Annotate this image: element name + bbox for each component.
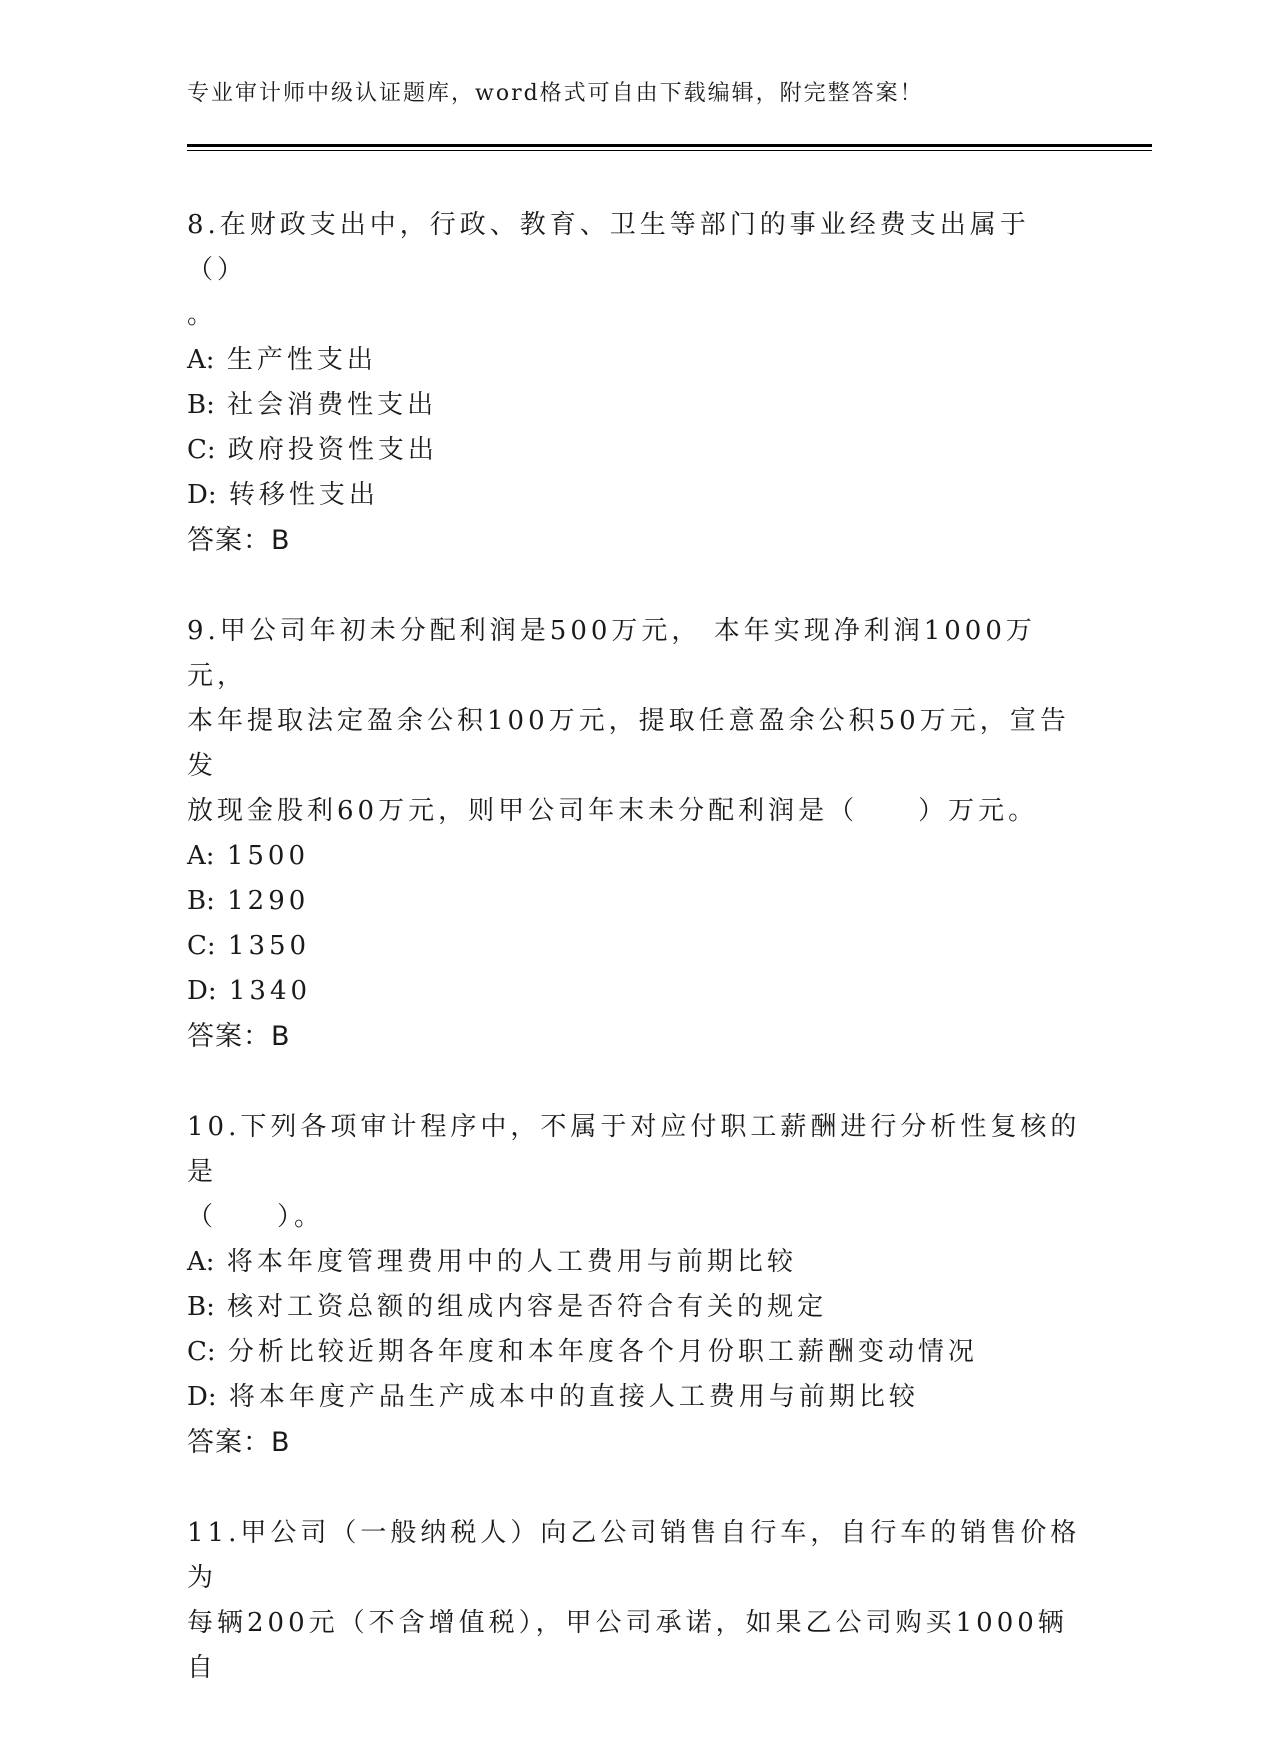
option-text: 1340 — [228, 976, 312, 1006]
option-b — [187, 879, 1087, 924]
stem-line: 10.下列各项审计程序中，不属于对应付职工薪酬进行分析性复核的是 — [187, 1112, 1081, 1187]
option-letter: B: — [187, 390, 215, 420]
question-list — [187, 203, 1087, 1737]
option-list — [187, 834, 1087, 1014]
option-text: 社会消费性支出 — [227, 390, 438, 420]
question-9 — [187, 609, 1087, 1059]
option-b — [187, 383, 1087, 428]
question-8 — [187, 203, 1087, 563]
option-text: 将本年度管理费用中的人工费用与前期比较 — [226, 1247, 797, 1277]
stem-line: 。 — [187, 300, 218, 330]
question-10 — [187, 1105, 1087, 1465]
option-letter: D: — [187, 976, 217, 1006]
answer-line: 答案：B — [187, 1021, 291, 1052]
option-letter: B: — [187, 1292, 215, 1322]
option-c — [187, 1330, 1087, 1375]
option-text: 将本年度产品生产成本中的直接人工费用与前期比较 — [228, 1382, 919, 1412]
option-letter: C: — [187, 435, 216, 465]
question-stem — [187, 1105, 1087, 1240]
option-letter: A: — [187, 345, 215, 375]
question-stem — [187, 609, 1087, 834]
page-header: 专业审计师中级认证题库，word格式可自由下载编辑，附完整答案！ — [187, 81, 924, 106]
option-d — [187, 473, 1087, 518]
option-c — [187, 924, 1087, 969]
option-text: 政府投资性支出 — [227, 435, 438, 465]
option-b — [187, 1285, 1087, 1330]
option-text: 1290 — [227, 886, 310, 916]
header-divider-thick — [187, 144, 1152, 147]
option-letter: A: — [187, 1247, 215, 1277]
option-text: 转移性支出 — [228, 480, 379, 510]
stem-line: 每辆200元（不含增值税），甲公司承诺，如果乙公司购买1000辆自 — [187, 1608, 1068, 1683]
answer-line: 答案：B — [187, 525, 291, 556]
stem-line: 8.在财政支出中，行政、教育、卫生等部门的事业经费支出属于（） — [187, 210, 1030, 285]
option-c — [187, 428, 1087, 473]
header-divider-thin — [187, 150, 1152, 151]
option-list — [187, 338, 1087, 518]
option-d — [187, 1375, 1087, 1420]
option-letter: B: — [187, 886, 215, 916]
option-list — [187, 1240, 1087, 1420]
option-text: 核对工资总额的组成内容是否符合有关的规定 — [227, 1292, 828, 1322]
option-letter: C: — [187, 1337, 216, 1367]
stem-line: 本年提取法定盈余公积100万元，提取任意盈余公积50万元，宣告发 — [187, 706, 1070, 781]
stem-line: 放现金股利60万元，则甲公司年末未分配利润是（ ）万元。 — [187, 796, 1039, 826]
question-stem — [187, 1511, 1087, 1691]
option-text: 生产性支出 — [226, 345, 377, 375]
option-text: 1350 — [227, 931, 311, 961]
stem-line: 9.甲公司年初未分配利润是500万元， 本年实现净利润1000万元， — [187, 616, 1036, 691]
option-text: 分析比较近期各年度和本年度各个月份职工薪酬变动情况 — [227, 1337, 978, 1367]
option-letter: D: — [187, 1382, 217, 1412]
answer-line: 答案：B — [187, 1427, 291, 1458]
option-a — [187, 1240, 1087, 1285]
option-letter: D: — [187, 480, 217, 510]
option-a — [187, 338, 1087, 383]
option-letter: C: — [187, 931, 216, 961]
question-stem — [187, 203, 1087, 338]
question-11 — [187, 1511, 1087, 1691]
option-text: 1500 — [226, 841, 309, 871]
option-d — [187, 969, 1087, 1014]
option-a — [187, 834, 1087, 879]
option-letter: A: — [187, 841, 215, 871]
stem-line: （ ）。 — [187, 1202, 325, 1232]
stem-line: 11.甲公司（一般纳税人）向乙公司销售自行车，自行车的销售价格为 — [187, 1518, 1081, 1593]
